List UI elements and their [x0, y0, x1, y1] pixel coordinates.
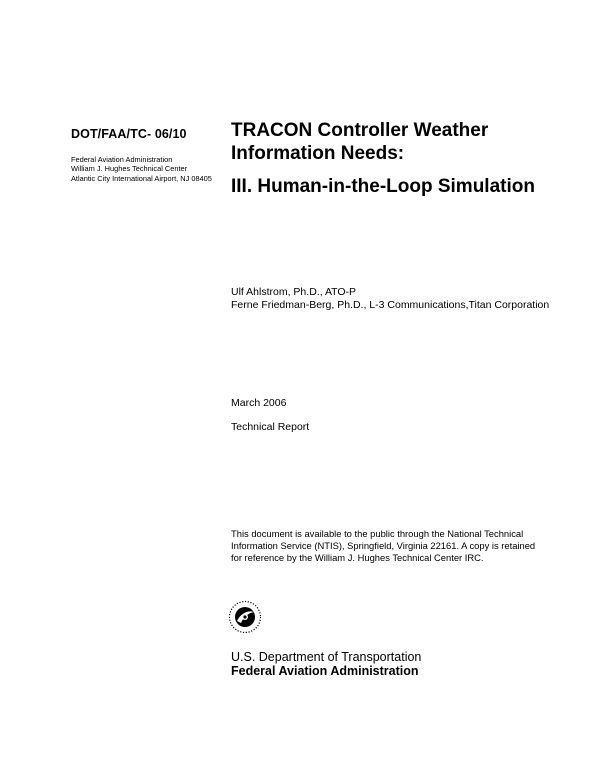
author-2: Ferne Friedman-Berg, Ph.D., L-3 Communications,Titan Corporation: [231, 299, 550, 311]
title-line-2: Information Needs:: [231, 143, 405, 164]
title-line-1: TRACON Controller Weather: [231, 120, 489, 141]
agency-address: [71, 155, 212, 183]
agency-name: Federal Aviation Administration: [71, 155, 173, 164]
author-1: Ulf Ahlstrom, Ph.D., ATO-P: [231, 286, 357, 298]
authors: [231, 286, 549, 312]
availability-line-2: Information Service (NTIS), Springfield, Virginia 22161. A copy is retained: [231, 540, 536, 551]
department-name: U.S. Department of Transportation: [231, 650, 422, 664]
report-title: [231, 119, 488, 165]
availability-notice: [231, 528, 535, 564]
availability-line-1: This document is available to the public through the National Technical: [231, 528, 524, 539]
report-subtitle: III. Human-in-the-Loop Simulation: [231, 176, 535, 197]
report-type: Technical Report: [231, 421, 310, 433]
report-number: DOT/FAA/TC- 06/10: [71, 127, 187, 141]
report-date: March 2006: [231, 397, 287, 409]
availability-line-3: for reference by the William J. Hughes Technical Center IRC.: [231, 552, 484, 563]
agency-center: William J. Hughes Technical Center: [71, 164, 188, 174]
agency-location: Atlantic City International Airport, NJ 08405: [71, 173, 212, 183]
dot-seal-icon: [228, 600, 262, 634]
administration-name: Federal Aviation Administration: [231, 664, 419, 678]
